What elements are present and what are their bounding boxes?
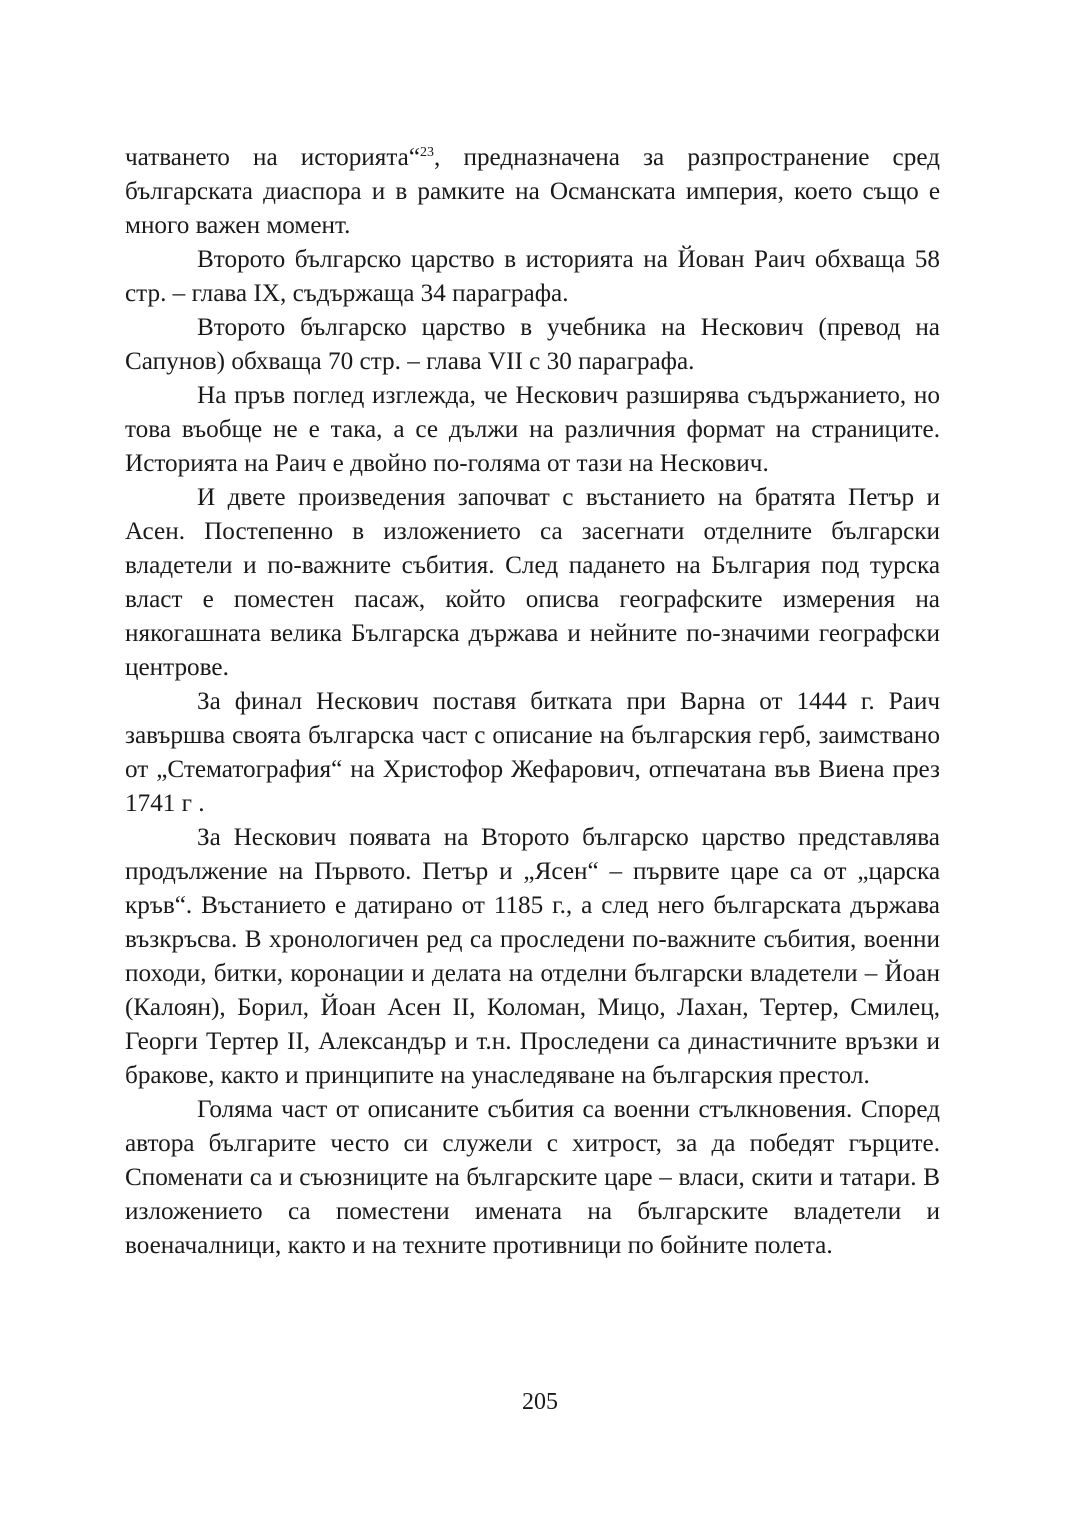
- footnote-reference[interactable]: 23: [420, 145, 435, 160]
- paragraph: За финал Нескович поставя битката при Варна от 1444 г. Раич завършва своята българска част с описание на българския герб, заимствано от „Стематография“ на Христофор Жефарович, отпечатана във Виена през 1741 г .: [125, 688, 940, 817]
- paragraph: Второто българско царство в учебника на Нескович (превод на Сапунов) обхваща 70 стр. – глава VII с 30 параграфа.: [125, 314, 940, 375]
- paragraph-text: чатването на историята“: [125, 144, 421, 171]
- page-number: 205: [522, 1389, 558, 1415]
- paragraph-continuation: [125, 141, 940, 243]
- paragraph-text: , предназначена за разпространение сред българската диаспора и в рамките на Османската империя, което също е много важен момент.: [125, 144, 940, 239]
- paragraph: На пръв поглед изглежда, че Нескович разширява съдържанието, но това въобще не е така, а се дължи на различния формат на страниците. Историята на Раич е двойно по-голяма от тази на Нескович.: [125, 382, 940, 477]
- body-text: [125, 141, 940, 1263]
- paragraph: И двете произведения започват с въстанието на братята Петър и Асен. Постепенно в изложението са засегнати отделните български владетели и по-важните събития. След падането на България под турска власт е поместен пасаж, който описва географските измерения на някогашната велика Българска държава и нейните по-значими географски центрове.: [125, 484, 940, 681]
- paragraph: За Нескович появата на Второто българско царство представлява продължение на Първото. Петър и „Ясен“ – първите царе са от „царска кръв“. Въстанието е датирано от 1185 г., а след него българската държава възкръсва. В хронологичен ред са проследени по-важните събития, военни походи, битки, коронации и делата на отделни български владетели – Йоан (Калоян), Борил, Йоан Асен II, Коломан, Мицо, Лахан, Тертер, Смилец, Георги Тертер II, Александър и т.н. Проследени са династичните връзки и бракове, както и принципите на унаследяване на българския престол.: [125, 824, 940, 1089]
- paragraph: Голяма част от описаните събития са военни стълкновения. Според автора българите често си служели с хитрост, за да победят гърците. Споменати са и съюзниците на българските царе – власи, скити и татари. В изложението са поместени имената на българските владетели и военачалници, както и на техните противници по бойните полета.: [125, 1096, 940, 1259]
- paragraph: Второто българско царство в историята на Йован Раич обхваща 58 стр. – глава IX, съдържаща 34 параграфа.: [125, 246, 940, 307]
